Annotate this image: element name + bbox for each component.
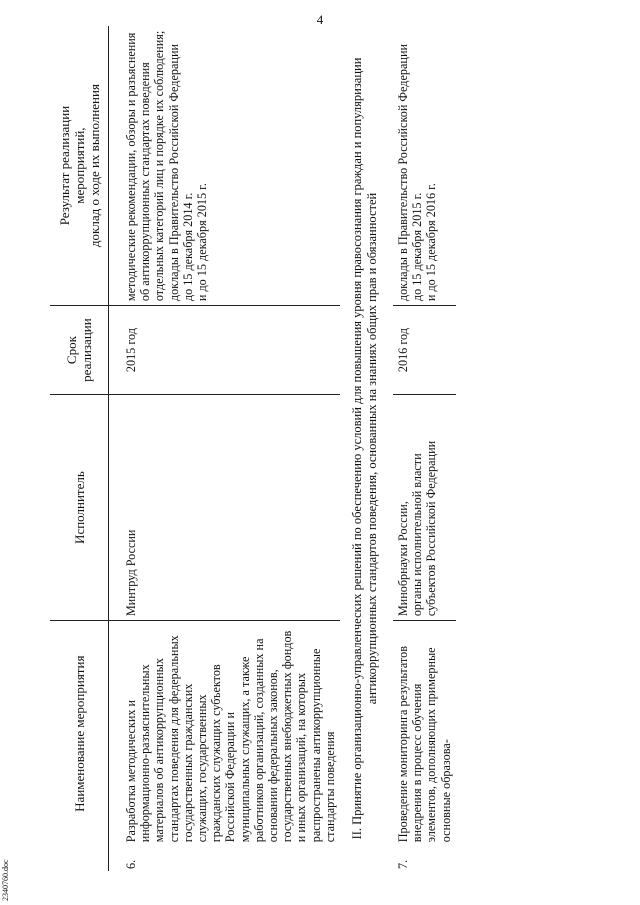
header-executor: Исполнитель <box>50 395 109 621</box>
page-number: 4 <box>316 12 324 27</box>
rotated-table-area <box>50 26 590 871</box>
header-result: Результат реализации мероприятий, доклад о ходе их выполнения <box>50 26 109 306</box>
section-row <box>340 26 393 871</box>
table-row <box>393 26 456 871</box>
section-title: II. Принятие организационно-управленческих решений по обеспечению условий для повышения уровня правосознания граждан и популяризации антикоррупционных стандартов поведения, основанных на знаниях общих прав и обязанностей <box>350 57 379 840</box>
header-number <box>50 846 109 871</box>
table-header-row <box>50 26 109 871</box>
header-term: Срок реализации <box>50 306 109 395</box>
row-term: 2016 год <box>393 306 456 395</box>
row-result: методические рекомендации, обзоры и разъяснения об антикоррупционных стандартах поведения отдельных категорий лиц и порядке их соблюдения; доклады в Правительство Российской Федерации до 15 декабря 2014 г. и до 15 декабря 2015 г. <box>121 26 340 306</box>
document-footer: 2340760.doc <box>1 859 10 901</box>
spacer-row <box>109 26 122 871</box>
row-result: доклады в Правительство Российской Федерации до 15 декабря 2015 г. и до 15 декабря 2016 г. <box>393 26 456 306</box>
row-executor: Минобрнауки России, органы исполнительной власти субъектов Российской Федерации <box>393 395 456 621</box>
table-row <box>121 26 340 871</box>
row-term: 2015 год <box>121 306 340 395</box>
row-name: Проведение мониторинга результатов внедрения в процесс обучения элементов, дополняющих примерные основные образова- <box>396 645 453 843</box>
row-number: 7. <box>396 859 411 869</box>
row-executor: Минтруд России <box>121 395 340 621</box>
row-number: 6. <box>124 859 138 869</box>
row-name: Разработка методических и информационно-разъяснительных материалов об антикоррупционных стандартах поведения для федеральных государственных гражданских служащих, государственных гражданских служащих субъектов Российской Федерации и муниципальных служащих, а также работников организаций, созданных на основании федеральных законов, государственных внебюджетных фондов и иных организаций, на которых распространены антикоррупционные стандарты поведения <box>124 630 337 843</box>
measures-table <box>50 26 456 871</box>
header-name: Наименование мероприятия <box>50 621 109 847</box>
